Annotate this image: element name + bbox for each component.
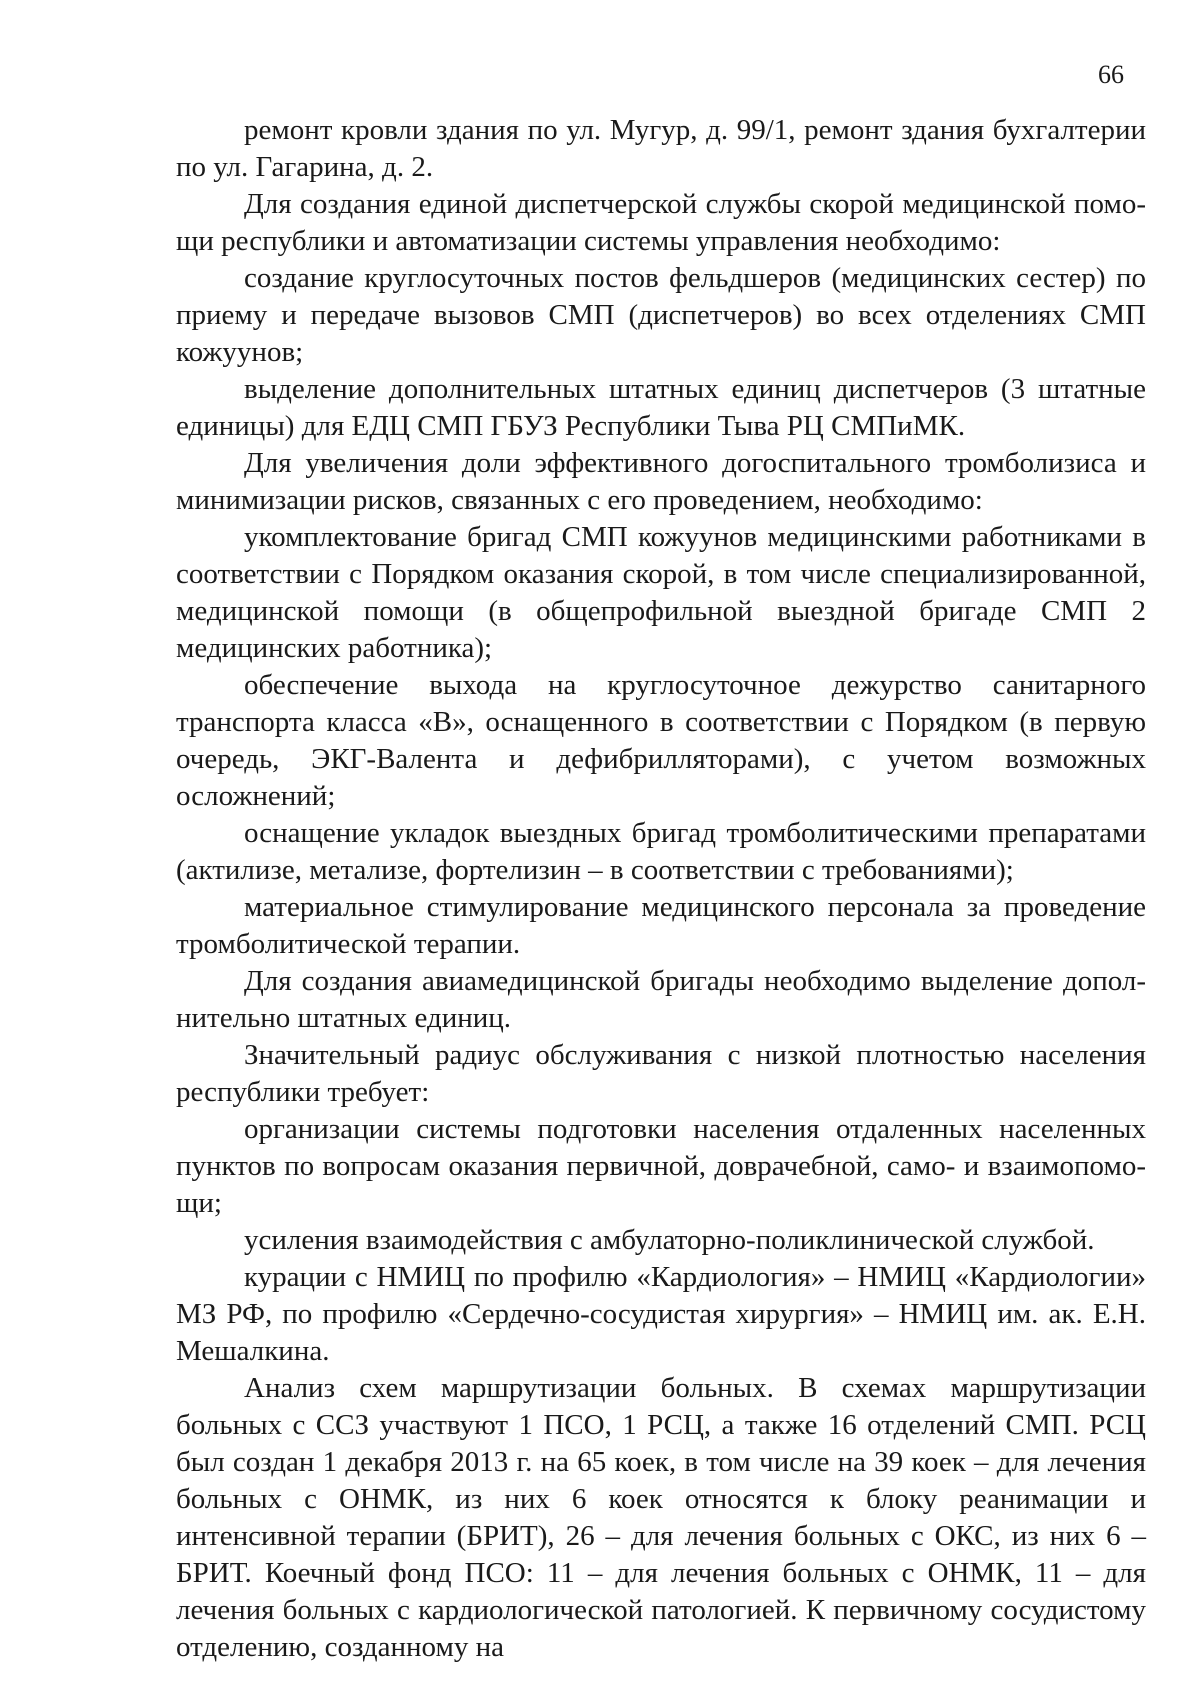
document-body <box>176 112 1146 1666</box>
paragraph: усиления взаимодействия с амбулаторно-поликлинической службой. <box>244 1224 1095 1256</box>
page-number: 66 <box>1098 60 1124 89</box>
paragraph: Анализ схем маршрутизации больных. В схемах маршрутизации больных с ССЗ участвуют 1 ПСО, 1 РСЦ, а также 16 отделений СМП. РСЦ был создан 1 декабря 2013 г. на 65 коек, в том числе на 39 коек – для лечения больных с ОНМК, из них 6 коек относятся к блоку реанимации и интенсивной терапии (БРИТ), 26 – для лечения больных с ОКС, из них 6 – БРИТ. Коечный фонд ПСО: 11 – для лечения больных с ОНМК, 11 – для лечения больных с кардиологической патологией. К первичному сосудистому отделению, созданному на <box>176 1372 1146 1663</box>
paragraph: материальное стимулирование медицинского персонала за проведение тромболитической терапии. <box>176 891 1146 960</box>
paragraph: Для создания авиамедицинской бригады необходимо выделение дополнительно штатных единиц. <box>176 965 1146 1034</box>
paragraph: оснащение укладок выездных бригад тромболитическими препаратами (актилизе, метализе, фортелизин – в соответствии с требованиями); <box>176 817 1146 886</box>
paragraph: Для создания единой диспетчерской службы скорой медицинской помощи республики и автоматизации системы управления необходимо: <box>176 188 1146 257</box>
paragraph: укомплектование бригад СМП кожуунов медицинскими работниками в соответствии с Порядком оказания скорой, в том числе специализированной, медицинской помощи (в общепрофильной выездной бригаде СМП 2 медицинских работника); <box>176 521 1146 664</box>
paragraph: курации с НМИЦ по профилю «Кардиология» – НМИЦ «Кардиологии» МЗ РФ, по профилю «Сердечно-сосудистая хирургия» – НМИЦ им. ак. Е.Н. Мешалкина. <box>176 1261 1146 1367</box>
paragraph: создание круглосуточных постов фельдшеров (медицинских сестер) по приему и передаче вызовов СМП (диспетчеров) во всех отделениях СМП кожуунов; <box>176 262 1146 368</box>
paragraph: Значительный радиус обслуживания с низкой плотностью населения республики требует: <box>176 1039 1146 1108</box>
paragraph: ремонт кровли здания по ул. Мугур, д. 99/1, ремонт здания бухгалтерии по ул. Гагарина, д. 2. <box>176 114 1146 183</box>
paragraph: выделение дополнительных штатных единиц диспетчеров (3 штатные единицы) для ЕДЦ СМП ГБУЗ Республики Тыва РЦ СМПиМК. <box>176 373 1146 442</box>
paragraph: обеспечение выхода на круглосуточное дежурство санитарного транспорта класса «В», оснащенного в соответствии с Порядком (в первую очередь, ЭКГ-Валента и дефибрилляторами), с учетом возможных осложнений; <box>176 669 1146 812</box>
paragraph: организации системы подготовки населения отдаленных населенных пунктов по вопросам оказания первичной, доврачебной, само- и взаимопомощи; <box>176 1113 1146 1219</box>
paragraph: Для увеличения доли эффективного догоспитального тромболизиса и минимизации рисков, связанных с его проведением, необходимо: <box>176 447 1146 516</box>
